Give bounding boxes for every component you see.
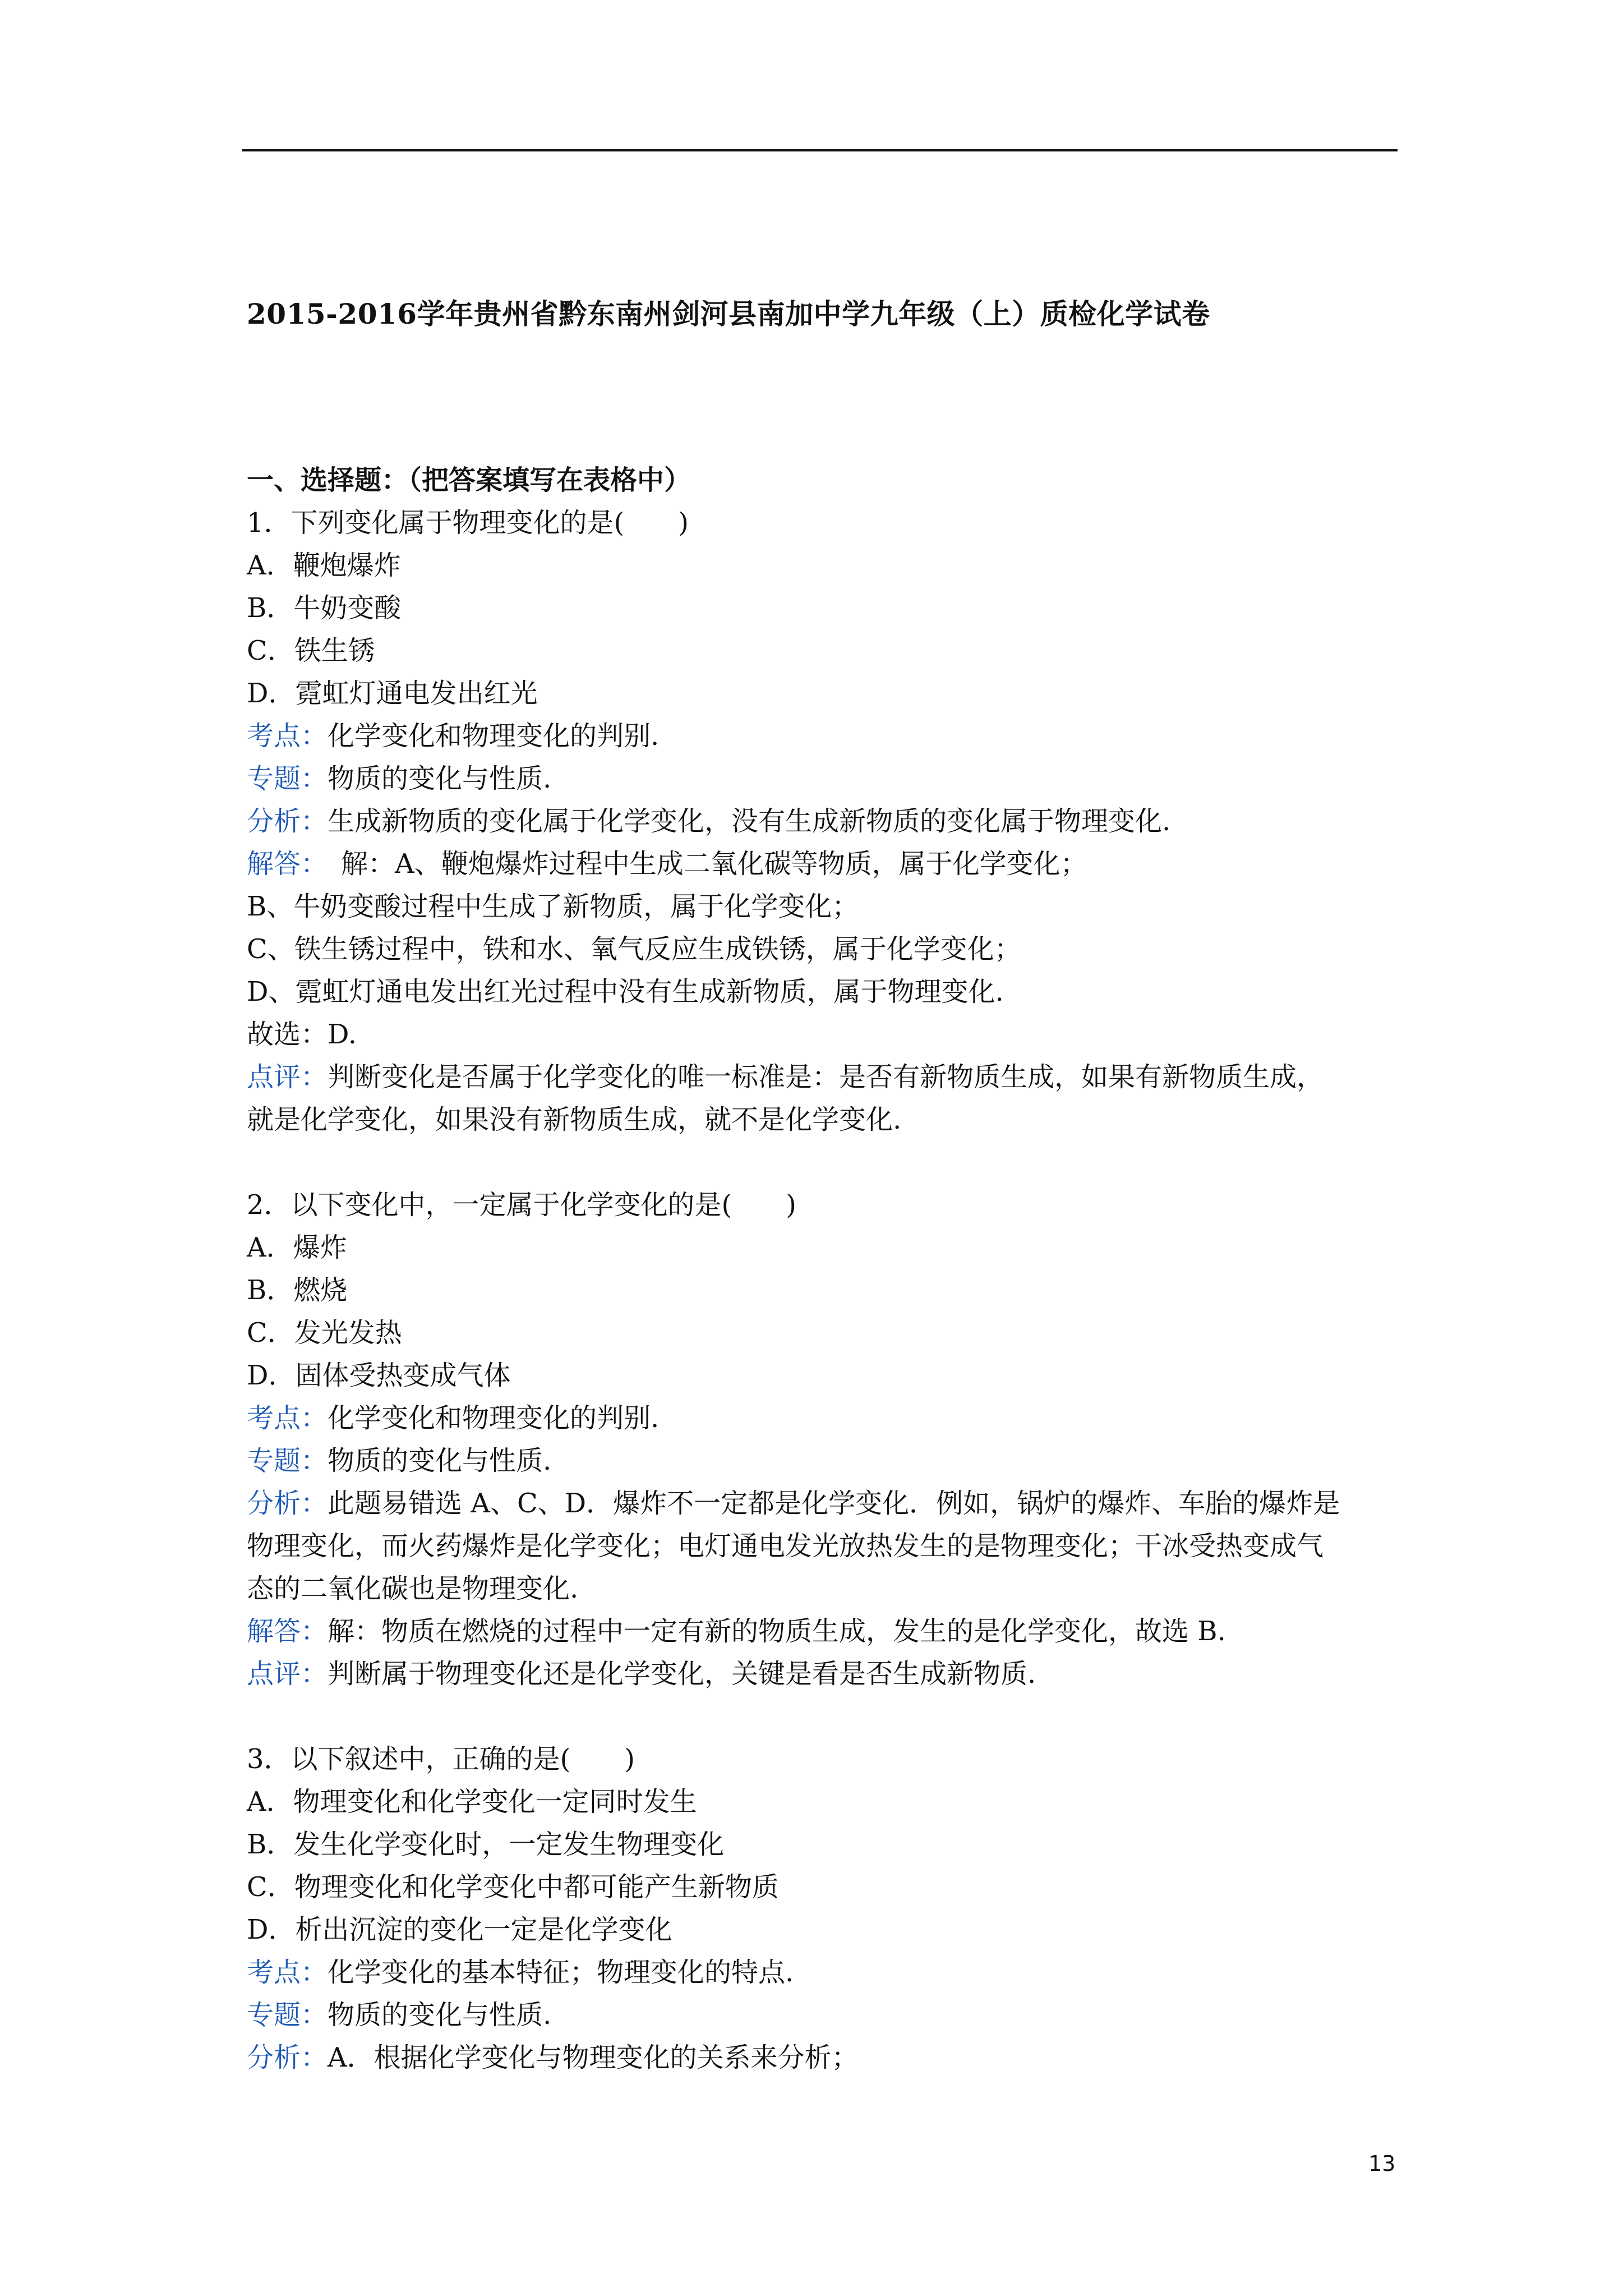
jieda-label: 解答： — [247, 848, 315, 880]
q1-kaodian-text: 化学变化和物理变化的判别. — [328, 720, 660, 752]
q2-fenxi-text: 此题易错选 A、C、D．爆炸不一定都是化学变化．例如，锅炉的爆炸、车胎的爆炸是 — [328, 1488, 1340, 1519]
q1-dianping-text: 判断变化是否属于化学变化的唯一标准是：是否有新物质生成，如果有新物质生成， — [328, 1061, 1324, 1093]
q1-jieda-line-d: D、霓虹灯通电发出红光过程中没有生成新物质，属于物理变化. — [247, 976, 1004, 1007]
q3-option-a: A．物理变化和化学变化一定同时发生 — [247, 1786, 697, 1818]
q1-zhuanti — [247, 757, 1402, 800]
q1-jieda-line-c: C、铁生锈过程中，铁和水、氧气反应生成铁锈，属于化学变化； — [247, 933, 1021, 965]
q3-option-d: D．析出沉淀的变化一定是化学变化 — [247, 1914, 672, 1945]
q1-option-c: C．铁生锈 — [247, 635, 375, 666]
q2-jieda-text: 解：物质在燃烧的过程中一定有新的物质生成，发生的是化学变化，故选 B. — [328, 1616, 1226, 1647]
q2-fenxi-line-3: 态的二氧化碳也是物理变化. — [247, 1573, 579, 1604]
q2-fenxi-line-2: 物理变化，而火药爆炸是化学变化；电灯通电发光放热发生的是物理变化；干冰受热变成气 — [247, 1530, 1324, 1562]
q2-dianping — [247, 1653, 1402, 1695]
jieda-label: 解答： — [247, 1616, 328, 1647]
zhuanti-label: 专题： — [247, 1999, 328, 2031]
q2-option-d: D．固体受热变成气体 — [247, 1360, 511, 1391]
q2-zhuanti-text: 物质的变化与性质. — [328, 1445, 552, 1476]
q2-kaodian — [247, 1397, 1402, 1439]
header-rule — [242, 149, 1398, 151]
q3-fenxi-text: A．根据化学变化与物理变化的关系来分析； — [328, 2042, 859, 2073]
q2-option-b: B．燃烧 — [247, 1274, 348, 1306]
q1-jieda-line-b: B、牛奶变酸过程中生成了新物质，属于化学变化； — [247, 891, 859, 922]
q1-jieda — [247, 843, 1402, 885]
q1-dianping-cont: 就是化学变化，如果没有新物质生成，就不是化学变化. — [247, 1104, 902, 1135]
q2-dianping-text: 判断属于物理变化还是化学变化，关键是看是否生成新物质. — [328, 1658, 1036, 1690]
fenxi-label: 分析： — [247, 2042, 328, 2073]
q1-fenxi — [247, 800, 1402, 843]
q1-option-d: D．霓虹灯通电发出红光 — [247, 678, 538, 709]
q1-option-b: B．牛奶变酸 — [247, 592, 402, 624]
q1-kaodian — [247, 715, 1402, 757]
dianping-label: 点评： — [247, 1061, 328, 1093]
question-3-stem: 3．以下叙述中，正确的是( ) — [247, 1743, 635, 1775]
q2-fenxi — [247, 1482, 1402, 1525]
q1-option-a: A．鞭炮爆炸 — [247, 550, 401, 581]
document-body — [247, 459, 1402, 2079]
kaodian-label: 考点： — [247, 720, 328, 752]
dianping-label: 点评： — [247, 1658, 328, 1690]
q2-option-c: C．发光发热 — [247, 1317, 402, 1349]
page-number: 13 — [1368, 2151, 1396, 2176]
q2-option-a: A．爆炸 — [247, 1232, 347, 1263]
q3-option-b: B．发生化学变化时，一定发生物理变化 — [247, 1829, 725, 1860]
q2-jieda — [247, 1610, 1402, 1653]
q2-kaodian-text: 化学变化和物理变化的判别. — [328, 1402, 660, 1434]
fenxi-label: 分析： — [247, 806, 328, 837]
section-heading: 一、选择题：（把答案填写在表格中） — [247, 464, 691, 496]
q3-kaodian — [247, 1951, 1402, 1994]
kaodian-label: 考点： — [247, 1957, 328, 1988]
spacer — [247, 1141, 1402, 1184]
q1-jieda-text: 解：A、鞭炮爆炸过程中生成二氧化碳等物质，属于化学变化； — [314, 848, 1087, 880]
q3-option-c: C．物理变化和化学变化中都可能产生新物质 — [247, 1871, 779, 1903]
q3-zhuanti-text: 物质的变化与性质. — [328, 1999, 552, 2031]
question-2-stem: 2．以下变化中，一定属于化学变化的是( ) — [247, 1189, 796, 1221]
q3-kaodian-text: 化学变化的基本特征；物理变化的特点. — [328, 1957, 794, 1988]
q1-fenxi-text: 生成新物质的变化属于化学变化，没有生成新物质的变化属于物理变化. — [328, 806, 1171, 837]
q2-zhuanti — [247, 1439, 1402, 1482]
q3-zhuanti — [247, 1994, 1402, 2036]
kaodian-label: 考点： — [247, 1402, 328, 1434]
q1-answer: 故选：D. — [247, 1019, 357, 1050]
q1-zhuanti-text: 物质的变化与性质. — [328, 763, 552, 794]
q1-dianping — [247, 1056, 1402, 1098]
zhuanti-label: 专题： — [247, 1445, 328, 1476]
page-title: 2015-2016学年贵州省黔东南州剑河县南加中学九年级（上）质检化学试卷 — [247, 297, 1210, 330]
question-1-stem: 1．下列变化属于物理变化的是( ) — [247, 507, 689, 539]
zhuanti-label: 专题： — [247, 763, 328, 794]
spacer — [247, 1695, 1402, 1738]
q3-fenxi — [247, 2036, 1402, 2079]
fenxi-label: 分析： — [247, 1488, 328, 1519]
